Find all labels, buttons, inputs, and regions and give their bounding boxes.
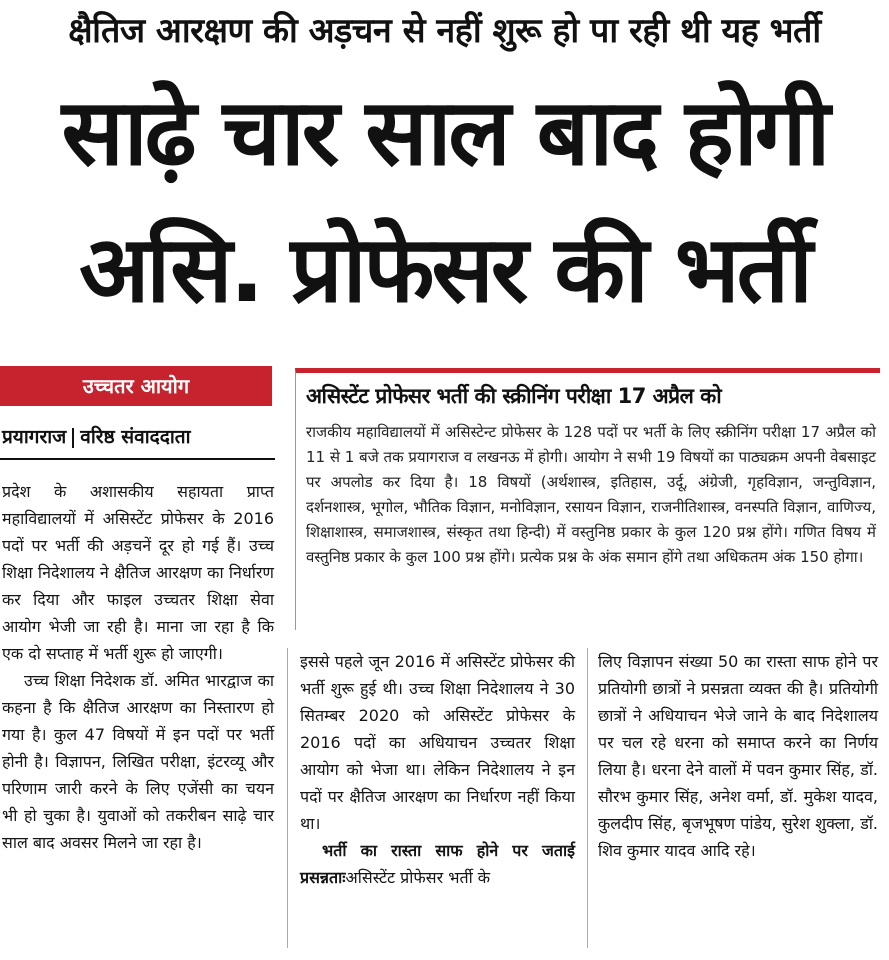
main-headline-line-2: असि. प्रोफेसर की भर्ती: [79, 216, 810, 323]
info-box-title: असिस्टेंट प्रोफेसर भर्ती की स्क्रीनिंग परीक्षा 17 अप्रैल को: [306, 384, 722, 408]
column-1-paragraph-1: प्रदेश के अशासकीय सहायता प्राप्त महाविद्यालयों में असिस्टेंट प्रोफेसर के 2016 पदों पर भर्ती की अड़चनें दूर हो गई हैं। उच्च शिक्षा निदेशालय ने क्षैतिज आरक्षण का निर्धारण कर दिया और फाइल उच्चतर शिक्षा सेवा आयोग भेजी जा रही है। माना जा रहा है कि एक दो सप्ताह में भर्ती शुरू हो जाएगी।: [2, 482, 274, 663]
byline-author: वरिष्ठ संवाददाता: [80, 426, 191, 448]
column-1-paragraph-2: उच्च शिक्षा निदेशक डॉ. अमित भारद्वाज का कहना है कि क्षैतिज आरक्षण का निस्तारण हो गया है। कुल 47 विषयों में इन पदों पर भर्ती होनी है। विज्ञापन, लिखित परीक्षा, इंटरव्यू और परिणाम जारी करने के लिए एजेंसी का चयन भी हो चुका है। युवाओं को तकरीबन साढ़े चार साल बाद अवसर मिलने जा रहा है।: [2, 671, 274, 852]
section-tag: उच्चतर आयोग: [0, 366, 272, 406]
kicker-headline: क्षैतिज आरक्षण की अड़चन से नहीं शुरू हो पा रही थी यह भर्ती: [68, 11, 821, 51]
byline-rule: [0, 458, 275, 460]
article-column-3: [598, 648, 878, 864]
column-2-paragraph-2: [300, 837, 575, 891]
column-divider-1: [287, 648, 288, 948]
byline-place: प्रयागराज: [2, 426, 67, 448]
column-divider-2: [587, 648, 588, 948]
article-column-1: [2, 478, 274, 856]
info-box-body: राजकीय महाविद्यालयों में असिस्टेन्ट प्रोफेसर के 128 पदों पर भर्ती के लिए स्क्रीनिंग परीक्षा 17 अप्रैल को 11 से 1 बजे तक प्रयागराज व लखनऊ में होगी। आयोग ने सभी 19 विषयों का पाठ्यक्रम अपनी वेबसाइट पर अपलोड कर दिया है। 18 विषयों (अर्थशास्त्र, इतिहास, उर्दू, अंग्रेजी, गृहविज्ञान, जन्तुविज्ञान, दर्शनशास्त्र, भूगोल, भौतिक विज्ञान, मनोविज्ञान, रसायन विज्ञान, राजनीतिशास्त्र, वनस्पति विज्ञान, वाणिज्य, शिक्षाशास्त्र, समाजशास्त्र, संस्कृत तथा हिन्दी) में वस्तुनिष्ठ प्रकार के कुल 120 प्रश्न होंगे। गणित विषय में वस्तुनिष्ठ प्रकार के कुल 100 प्रश्न होंगे। प्रत्येक प्रश्न के अंक समान होंगे तथा अधिकतम अंक 150 होगा।: [306, 423, 876, 566]
column-3-paragraph-1: लिए विज्ञापन संख्या 50 का रास्ता साफ होने पर प्रतियोगी छात्रों ने प्रसन्नता व्यक्त की है। प्रतियोगी छात्रों ने अधियाचन भेजे जाने के बाद निदेशालय पर चल रहे धरना को समाप्त करने का निर्णय लिया है। धरना देने वालों में पवन कुमार सिंह, डॉ. सौरभ कुमार सिंह, अनेश वर्मा, डॉ. मुकेश यादव, कुलदीप सिंह, बृजभूषण पांडेय, सुरेश शुक्ला, डॉ. शिव कुमार यादव आदि रहे।: [598, 652, 878, 860]
column-2-paragraph-1: इससे पहले जून 2016 में असिस्टेंट प्रोफेसर की भर्ती शुरू हुई थी। उच्च शिक्षा निदेशालय ने 30 सितम्बर 2020 को असिस्टेंट प्रोफेसर के 2016 पदों का अधियाचन उच्चतर शिक्षा आयोग को भेजा था। लेकिन निदेशालय ने इन पदों पर क्षैतिज आरक्षण का निर्धारण नहीं किया था।: [300, 652, 575, 833]
main-headline-line-1: साढ़े चार साल बाद होगी: [61, 79, 828, 186]
column-2-subhead: भर्ती का रास्ता साफ होने पर जताई प्रसन्नताः: [300, 841, 575, 887]
article-column-2: [300, 648, 575, 891]
byline: [2, 422, 274, 452]
byline-separator: [72, 428, 74, 448]
column-2-subhead-text: असिस्टेंट प्रोफेसर भर्ती के: [345, 868, 491, 887]
